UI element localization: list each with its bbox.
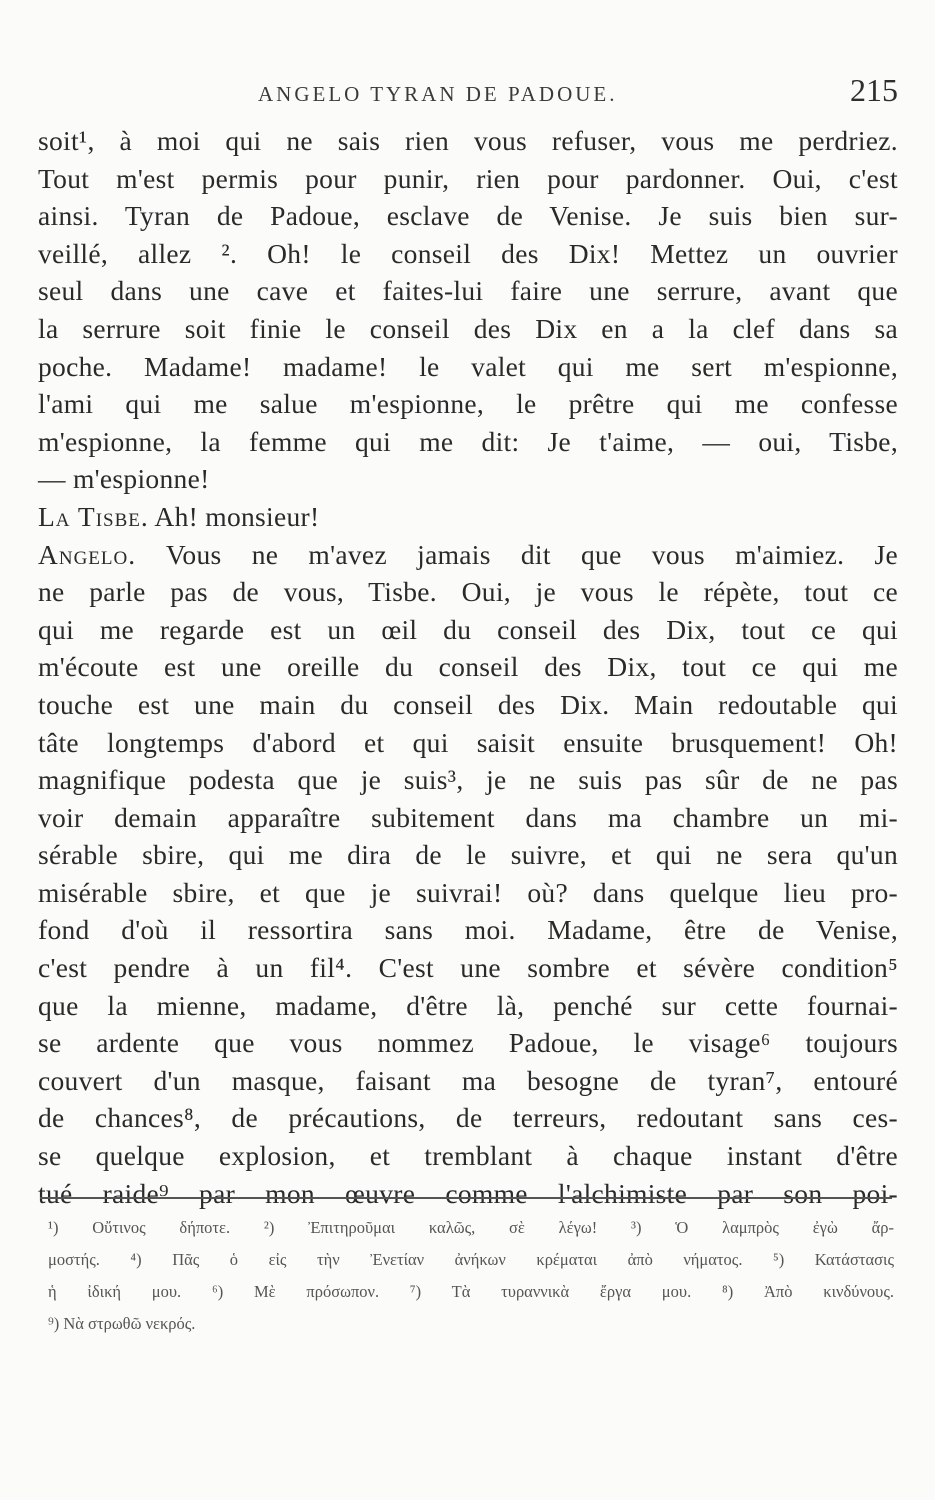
text-line: seul dans une cave et faites-lui faire une serrure, avant que <box>38 275 898 307</box>
running-header <box>38 72 898 112</box>
text-line: poche. Madame! madame! le valet qui me sert m'espionne, <box>38 350 898 382</box>
footnote-line: μοστής. ⁴) Πᾶς ὁ εἰς τὴν Ἐνετίαν ἀνήκων κρέμαται ἀπὸ νήματος. ⁵) Κατάστασις <box>48 1250 894 1269</box>
footnote-line: ἡ ἰδική μου. ⁶) Μὲ πρόσωπον. ⁷) Τὰ τυραννικὰ ἔργα μου. ⁸) Ἀπὸ κινδύνους. <box>48 1282 894 1301</box>
footnotes <box>48 1212 894 1340</box>
speech-text: Ah! monsieur! <box>154 500 320 532</box>
footnote-line: ¹) Οὔτινος δήποτε. ²) Ἐπιτηροῦμαι καλῶς, σὲ λέγω! ³) Ὁ λαμπρὸς ἐγὼ ἄρ- <box>48 1218 894 1237</box>
text-line: voir demain apparaître subitement dans ma chambre un mi- <box>38 801 898 833</box>
text-line: se ardente que vous nommez Padoue, le visage⁶ toujours <box>38 1027 898 1059</box>
text-line: Tout m'est permis pour punir, rien pour pardonner. Oui, c'est <box>38 162 898 194</box>
text-line: — m'espionne! <box>38 463 210 495</box>
main-text <box>38 122 898 1212</box>
footnote-divider <box>40 1197 892 1199</box>
page-number: 215 <box>850 72 898 108</box>
text-line: que la mienne, madame, d'être là, penché sur cette fournai- <box>38 989 898 1021</box>
text-line: sérable sbire, qui me dira de le suivre, et qui ne sera qu'un <box>38 839 898 871</box>
text-line: magnifique podesta que je suis³, je ne suis pas sûr de ne pas <box>38 764 898 796</box>
text-line: fond d'où il ressortira sans moi. Madame, être de Venise, <box>38 914 898 946</box>
speaker-name: Angelo. <box>38 538 137 570</box>
text-line: qui me regarde est un œil du conseil des Dix, tout ce qui <box>38 613 898 645</box>
text-line: touche est une main du conseil des Dix. Main redoutable qui <box>38 688 898 720</box>
text-line: couvert d'un masque, faisant ma besogne de tyran⁷, entouré <box>38 1064 898 1096</box>
text-line: ainsi. Tyran de Padoue, esclave de Venise. Je suis bien sur- <box>38 200 898 232</box>
text-line: la serrure soit finie le conseil des Dix en a la clef dans sa <box>38 312 898 344</box>
running-title: ANGELO TYRAN DE PADOUE. <box>258 82 618 106</box>
speech-angelo <box>38 536 898 574</box>
text-line: tué raide⁹ par mon œuvre comme l'alchimiste par son poi- <box>38 1177 898 1209</box>
text-line: ne parle pas de vous, Tisbe. Oui, je vous le répète, tout ce <box>38 576 898 608</box>
text-line: de chances⁸, de précautions, de terreurs, redoutant sans ces- <box>38 1102 898 1134</box>
speaker-name: La Tisbe. <box>38 500 149 532</box>
footnote-line: ⁹) Νὰ στρωθῶ νεκρός. <box>48 1314 196 1333</box>
text-line: tâte longtemps d'abord et qui saisit ensuite brusquement! Oh! <box>38 726 898 758</box>
speech-tisbe <box>38 498 898 536</box>
speech-text: Vous ne m'avez jamais dit que vous m'aimiez. Je <box>165 538 898 570</box>
text-line: veillé, allez ². Oh! le conseil des Dix! Mettez un ouvrier <box>38 237 898 269</box>
text-line: se quelque explosion, et tremblant à chaque instant d'être <box>38 1140 898 1172</box>
text-line: misérable sbire, et que je suivrai! où? dans quelque lieu pro- <box>38 876 898 908</box>
text-line: soit¹, à moi qui ne sais rien vous refuser, vous me perdriez. <box>38 125 898 156</box>
text-line: m'espionne, la femme qui me dit: Je t'aime, — oui, Tisbe, <box>38 425 898 457</box>
text-line: c'est pendre à un fil⁴. C'est une sombre et sévère condition⁵ <box>38 952 898 984</box>
text-line: l'ami qui me salue m'espionne, le prêtre qui me confesse <box>38 388 898 420</box>
text-line: m'écoute est une oreille du conseil des Dix, tout ce qui me <box>38 651 898 683</box>
